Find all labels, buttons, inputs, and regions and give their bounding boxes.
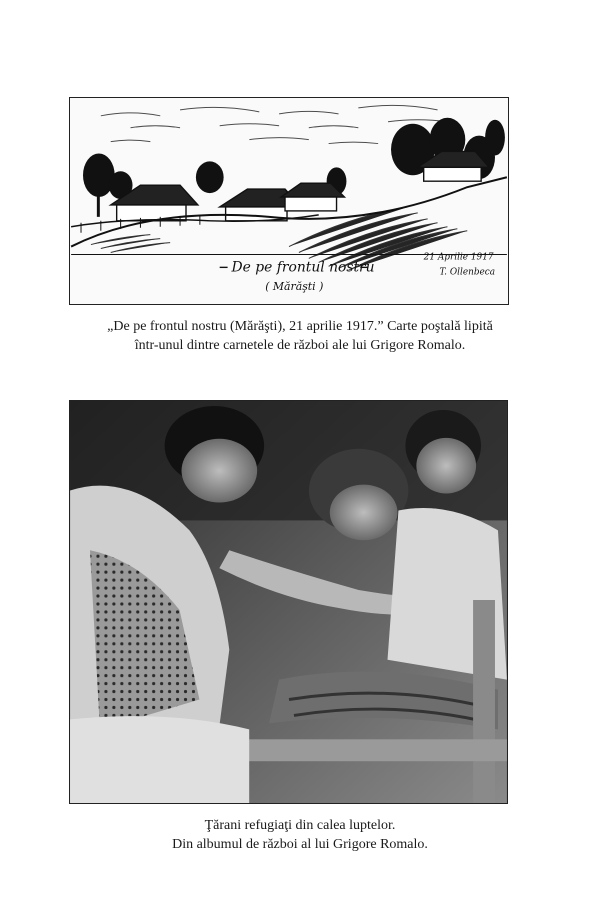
handwritten-signature: T. Ollenbeca: [439, 267, 496, 278]
photo-illustration: [70, 401, 507, 803]
sketch-caption-line-1: „De pe frontul nostru (Mărăşti), 21 aprilie 1917.” Carte poştală lipită: [107, 319, 493, 334]
handwritten-title: [220, 259, 375, 275]
refugees-photo: [69, 400, 508, 804]
sketch-caption-line-2: într-unul dintre carnetele de război ale lui Grigore Romalo.: [134, 338, 466, 353]
sketch-figure: [69, 97, 509, 305]
village-sketch: [70, 98, 508, 304]
photo-caption: [40, 816, 560, 854]
sketch-caption: [40, 317, 560, 355]
handwritten-date: 21 Aprilie 1917: [423, 252, 494, 263]
svg-text:De pe frontul nostru: De pe frontul nostru: [231, 259, 375, 276]
handwritten-place: ( Mărăşti ): [265, 280, 324, 294]
photo-caption-line-1: Ţărani refugiaţi din calea luptelor.: [204, 818, 396, 833]
photo-caption-line-2: Din albumul de război al lui Grigore Romalo.: [172, 837, 428, 852]
